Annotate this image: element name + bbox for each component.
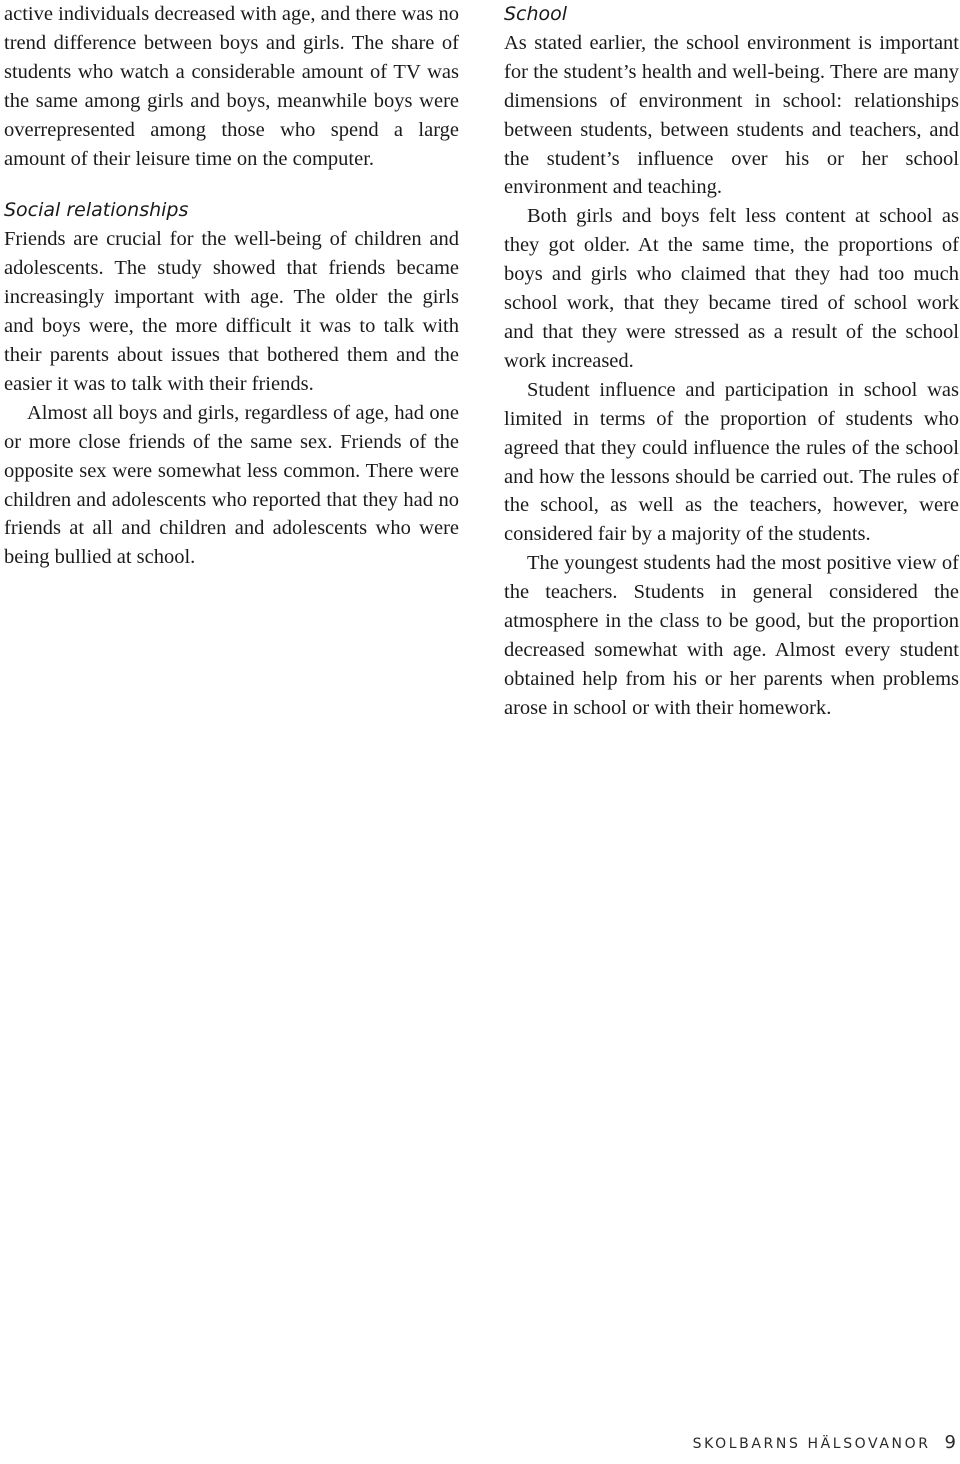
intro-paragraph: active individuals decreased with age, and there was no trend difference between boys and girls. The share of students who watch a considerable amount of TV was the same among girls and boys, meanwhile boys were overrepresented among those who spend a large amount of their leisure time on the computer. (4, 3, 459, 170)
school-paragraph: Both girls and boys felt less content at school as they got older. At the same time, the proportions of boys and girls who claimed that they had too much school work, that they became tired of school work and that they were stressed as a result of the school work increased. (504, 205, 959, 372)
page-footer (0, 1432, 956, 1453)
page-number: 9 (944, 1432, 956, 1453)
right-column (504, 0, 959, 723)
running-title: SKOLBARNS HÄLSOVANOR (692, 1436, 931, 1452)
section-heading-social-relationships: Social relationships (4, 199, 189, 222)
social-paragraph: Friends are crucial for the well-being of children and adolescents. The study showed that friends became increasingly important with age. The older the girls and boys were, the more difficult it was to talk with their parents about issues that bothered them and the easier it was to talk with their friends. (4, 228, 459, 395)
school-paragraph: Student influence and participation in school was limited in terms of the proportion of students who agreed that they could influence the rules of the school and how the lessons should be carried out. The rules of the school, as well as the teachers, however, were considered fair by a majority of the students. (504, 378, 959, 546)
school-paragraph: The youngest students had the most positive view of the teachers. Students in general considered the atmosphere in the class to be good, but the proportion decreased somewhat with age. Almost every student obtained help from his or her parents when problems arose in school or with their homework. (504, 552, 959, 719)
section-heading-school: School (504, 3, 568, 25)
left-column (4, 0, 459, 572)
school-paragraph: As stated earlier, the school environment is important for the student’s health and well-being. There are many dimensions of environment in school: relationships between students, between students and teachers, and the student’s influence over his or her school environment and teaching. (504, 31, 959, 199)
section-gap (4, 173, 459, 196)
social-paragraph: Almost all boys and girls, regardless of age, had one or more close friends of the same sex. Friends of the opposite sex were somewhat less common. There were children and adolescents who reported that they had no friends at all and children and adolescents who were being bullied at school. (4, 401, 459, 569)
